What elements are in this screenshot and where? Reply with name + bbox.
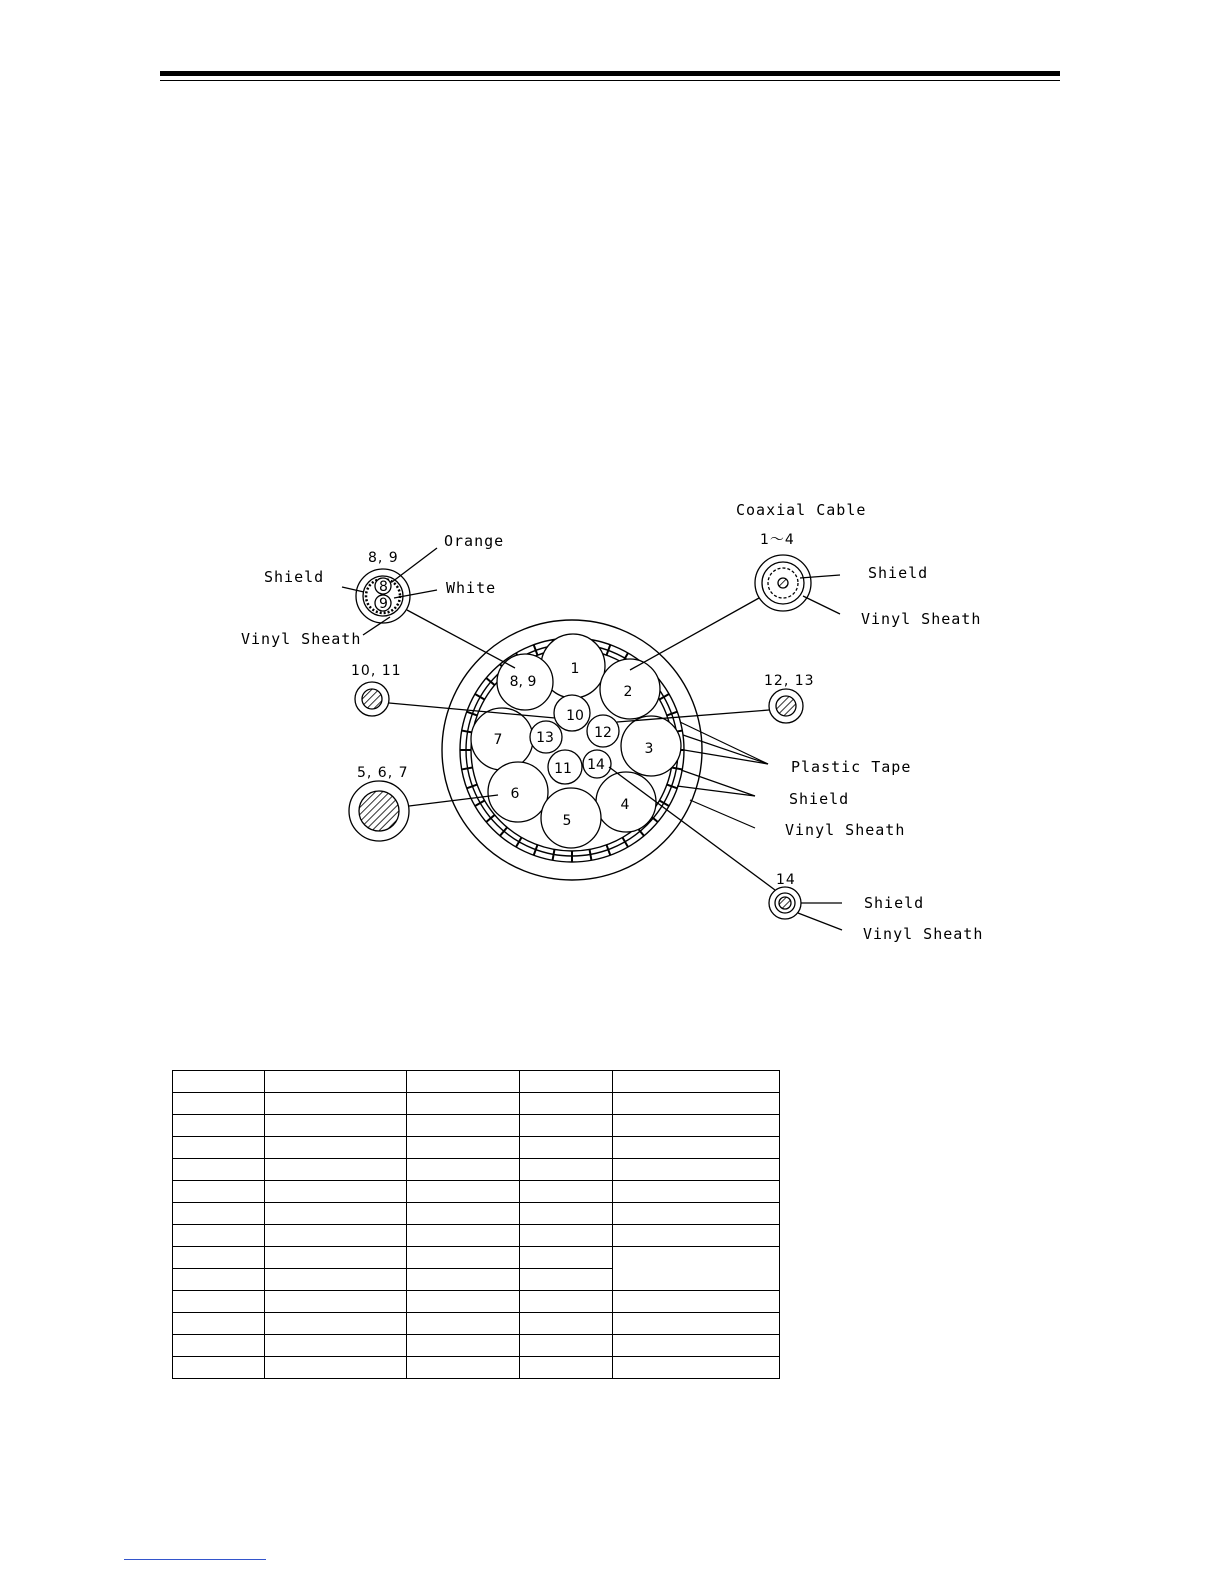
table-cell bbox=[613, 1159, 780, 1181]
braid-mark bbox=[590, 849, 592, 860]
footer-link-underline bbox=[124, 1559, 266, 1560]
pair-8-label: 8 bbox=[379, 579, 389, 595]
table-cell bbox=[265, 1357, 407, 1379]
core-label-2: 2 bbox=[623, 684, 633, 700]
table-row bbox=[173, 1357, 780, 1379]
table-cell bbox=[265, 1291, 407, 1313]
main-shield-label: Shield bbox=[789, 790, 850, 808]
table-cell bbox=[265, 1313, 407, 1335]
table-row bbox=[173, 1313, 780, 1335]
plastic-tape-label: Plastic Tape bbox=[791, 758, 912, 776]
table-cell bbox=[520, 1313, 613, 1335]
table-cell bbox=[173, 1291, 265, 1313]
table-cell bbox=[520, 1269, 613, 1291]
table-cell bbox=[265, 1115, 407, 1137]
pair-id-label: 8, 9 bbox=[368, 550, 399, 566]
table-cell bbox=[173, 1093, 265, 1115]
wire-14-shield-label: Shield bbox=[864, 894, 925, 912]
table-cell bbox=[613, 1357, 780, 1379]
braid-mark bbox=[671, 768, 682, 770]
table-cell bbox=[265, 1247, 407, 1269]
table-cell bbox=[520, 1181, 613, 1203]
table-cell bbox=[613, 1247, 780, 1291]
pair-white-label: White bbox=[446, 579, 497, 597]
table-cell bbox=[407, 1181, 520, 1203]
table-cell bbox=[520, 1115, 613, 1137]
table-row bbox=[173, 1115, 780, 1137]
wire-5-6-7-label: 5, 6, 7 bbox=[357, 765, 409, 781]
core-label-12: 12 bbox=[594, 725, 612, 741]
core-label-4: 4 bbox=[620, 797, 630, 813]
table-cell bbox=[265, 1269, 407, 1291]
table-cell bbox=[407, 1203, 520, 1225]
core-label-10: 10 bbox=[566, 708, 584, 724]
table-cell bbox=[173, 1181, 265, 1203]
table-cell bbox=[613, 1093, 780, 1115]
table-cell bbox=[173, 1203, 265, 1225]
table-cell bbox=[613, 1181, 780, 1203]
table-row bbox=[173, 1159, 780, 1181]
table-cell bbox=[407, 1269, 520, 1291]
table-cell bbox=[173, 1357, 265, 1379]
table-cell bbox=[173, 1247, 265, 1269]
core-label-1: 1 bbox=[570, 661, 580, 677]
pair-9-label: 9 bbox=[379, 596, 389, 612]
table-cell bbox=[520, 1137, 613, 1159]
table-row bbox=[173, 1335, 780, 1357]
table-cell bbox=[520, 1093, 613, 1115]
braid-mark bbox=[553, 849, 555, 860]
table-cell bbox=[613, 1115, 780, 1137]
table-row bbox=[173, 1291, 780, 1313]
table-cell bbox=[173, 1137, 265, 1159]
wire-14-label: 14 bbox=[776, 872, 796, 888]
table-cell bbox=[613, 1203, 780, 1225]
table-cell bbox=[520, 1203, 613, 1225]
pair-orange-label: Orange bbox=[444, 532, 505, 550]
table-cell bbox=[613, 1335, 780, 1357]
core-label-13: 13 bbox=[536, 730, 554, 746]
table-cell bbox=[613, 1137, 780, 1159]
core-label-89: 8, 9 bbox=[509, 674, 537, 690]
table-cell bbox=[520, 1225, 613, 1247]
table-cell bbox=[407, 1115, 520, 1137]
coax-range-label: 1～4 bbox=[760, 532, 795, 548]
table-row bbox=[173, 1137, 780, 1159]
table-cell bbox=[173, 1225, 265, 1247]
table-cell bbox=[407, 1093, 520, 1115]
table-cell bbox=[613, 1291, 780, 1313]
wire-12-13-label: 12, 13 bbox=[764, 673, 815, 689]
braid-mark bbox=[462, 731, 473, 733]
coaxial-cable-label: Coaxial Cable bbox=[736, 501, 867, 519]
table-cell bbox=[265, 1335, 407, 1357]
table-row bbox=[173, 1071, 780, 1093]
table-cell bbox=[613, 1071, 780, 1093]
main-vinyl-sheath-label: Vinyl Sheath bbox=[785, 821, 906, 839]
table-cell bbox=[173, 1335, 265, 1357]
table-cell bbox=[407, 1313, 520, 1335]
braid-mark bbox=[462, 768, 473, 770]
pair-vinyl-sheath-label: Vinyl Sheath bbox=[241, 630, 362, 648]
table-cell bbox=[173, 1115, 265, 1137]
table-cell bbox=[520, 1159, 613, 1181]
table-cell bbox=[407, 1225, 520, 1247]
core-label-7: 7 bbox=[493, 732, 503, 748]
wire-spec-table bbox=[172, 1070, 780, 1379]
table-cell bbox=[265, 1137, 407, 1159]
table-cell bbox=[520, 1357, 613, 1379]
table-cell bbox=[265, 1071, 407, 1093]
table-cell bbox=[520, 1335, 613, 1357]
table-cell bbox=[407, 1335, 520, 1357]
core-label-11: 11 bbox=[554, 761, 572, 777]
table-cell bbox=[173, 1159, 265, 1181]
table-cell bbox=[407, 1159, 520, 1181]
wire-10-11-label: 10, 11 bbox=[351, 663, 402, 679]
table-cell bbox=[173, 1269, 265, 1291]
table-cell bbox=[520, 1247, 613, 1269]
table-cell bbox=[613, 1313, 780, 1335]
table-cell bbox=[265, 1181, 407, 1203]
table-cell bbox=[265, 1159, 407, 1181]
table-cell bbox=[613, 1225, 780, 1247]
core-label-3: 3 bbox=[644, 741, 654, 757]
core-label-14: 14 bbox=[587, 757, 605, 773]
table-cell bbox=[265, 1093, 407, 1115]
core-label-6: 6 bbox=[510, 786, 520, 802]
coax-shield-label: Shield bbox=[868, 564, 929, 582]
core-label-5: 5 bbox=[562, 813, 572, 829]
table-cell bbox=[407, 1247, 520, 1269]
table-cell bbox=[265, 1225, 407, 1247]
main-leaders bbox=[677, 722, 768, 828]
table-row bbox=[173, 1093, 780, 1115]
table-row bbox=[173, 1203, 780, 1225]
wire-5-6-7-detail bbox=[349, 781, 498, 841]
table-row bbox=[173, 1247, 780, 1269]
wire-14-vinyl-sheath-label: Vinyl Sheath bbox=[863, 925, 984, 943]
table-cell bbox=[520, 1291, 613, 1313]
coax-vinyl-sheath-label: Vinyl Sheath bbox=[861, 610, 982, 628]
table-cell bbox=[407, 1291, 520, 1313]
table-cell bbox=[407, 1071, 520, 1093]
table-cell bbox=[173, 1313, 265, 1335]
table-cell bbox=[520, 1071, 613, 1093]
table-cell bbox=[173, 1071, 265, 1093]
table-row bbox=[173, 1225, 780, 1247]
pair-shield-label: Shield bbox=[264, 568, 325, 586]
table-cell bbox=[265, 1203, 407, 1225]
table-row bbox=[173, 1181, 780, 1203]
table-cell bbox=[407, 1357, 520, 1379]
coaxial-detail bbox=[630, 555, 840, 670]
table-cell bbox=[407, 1137, 520, 1159]
